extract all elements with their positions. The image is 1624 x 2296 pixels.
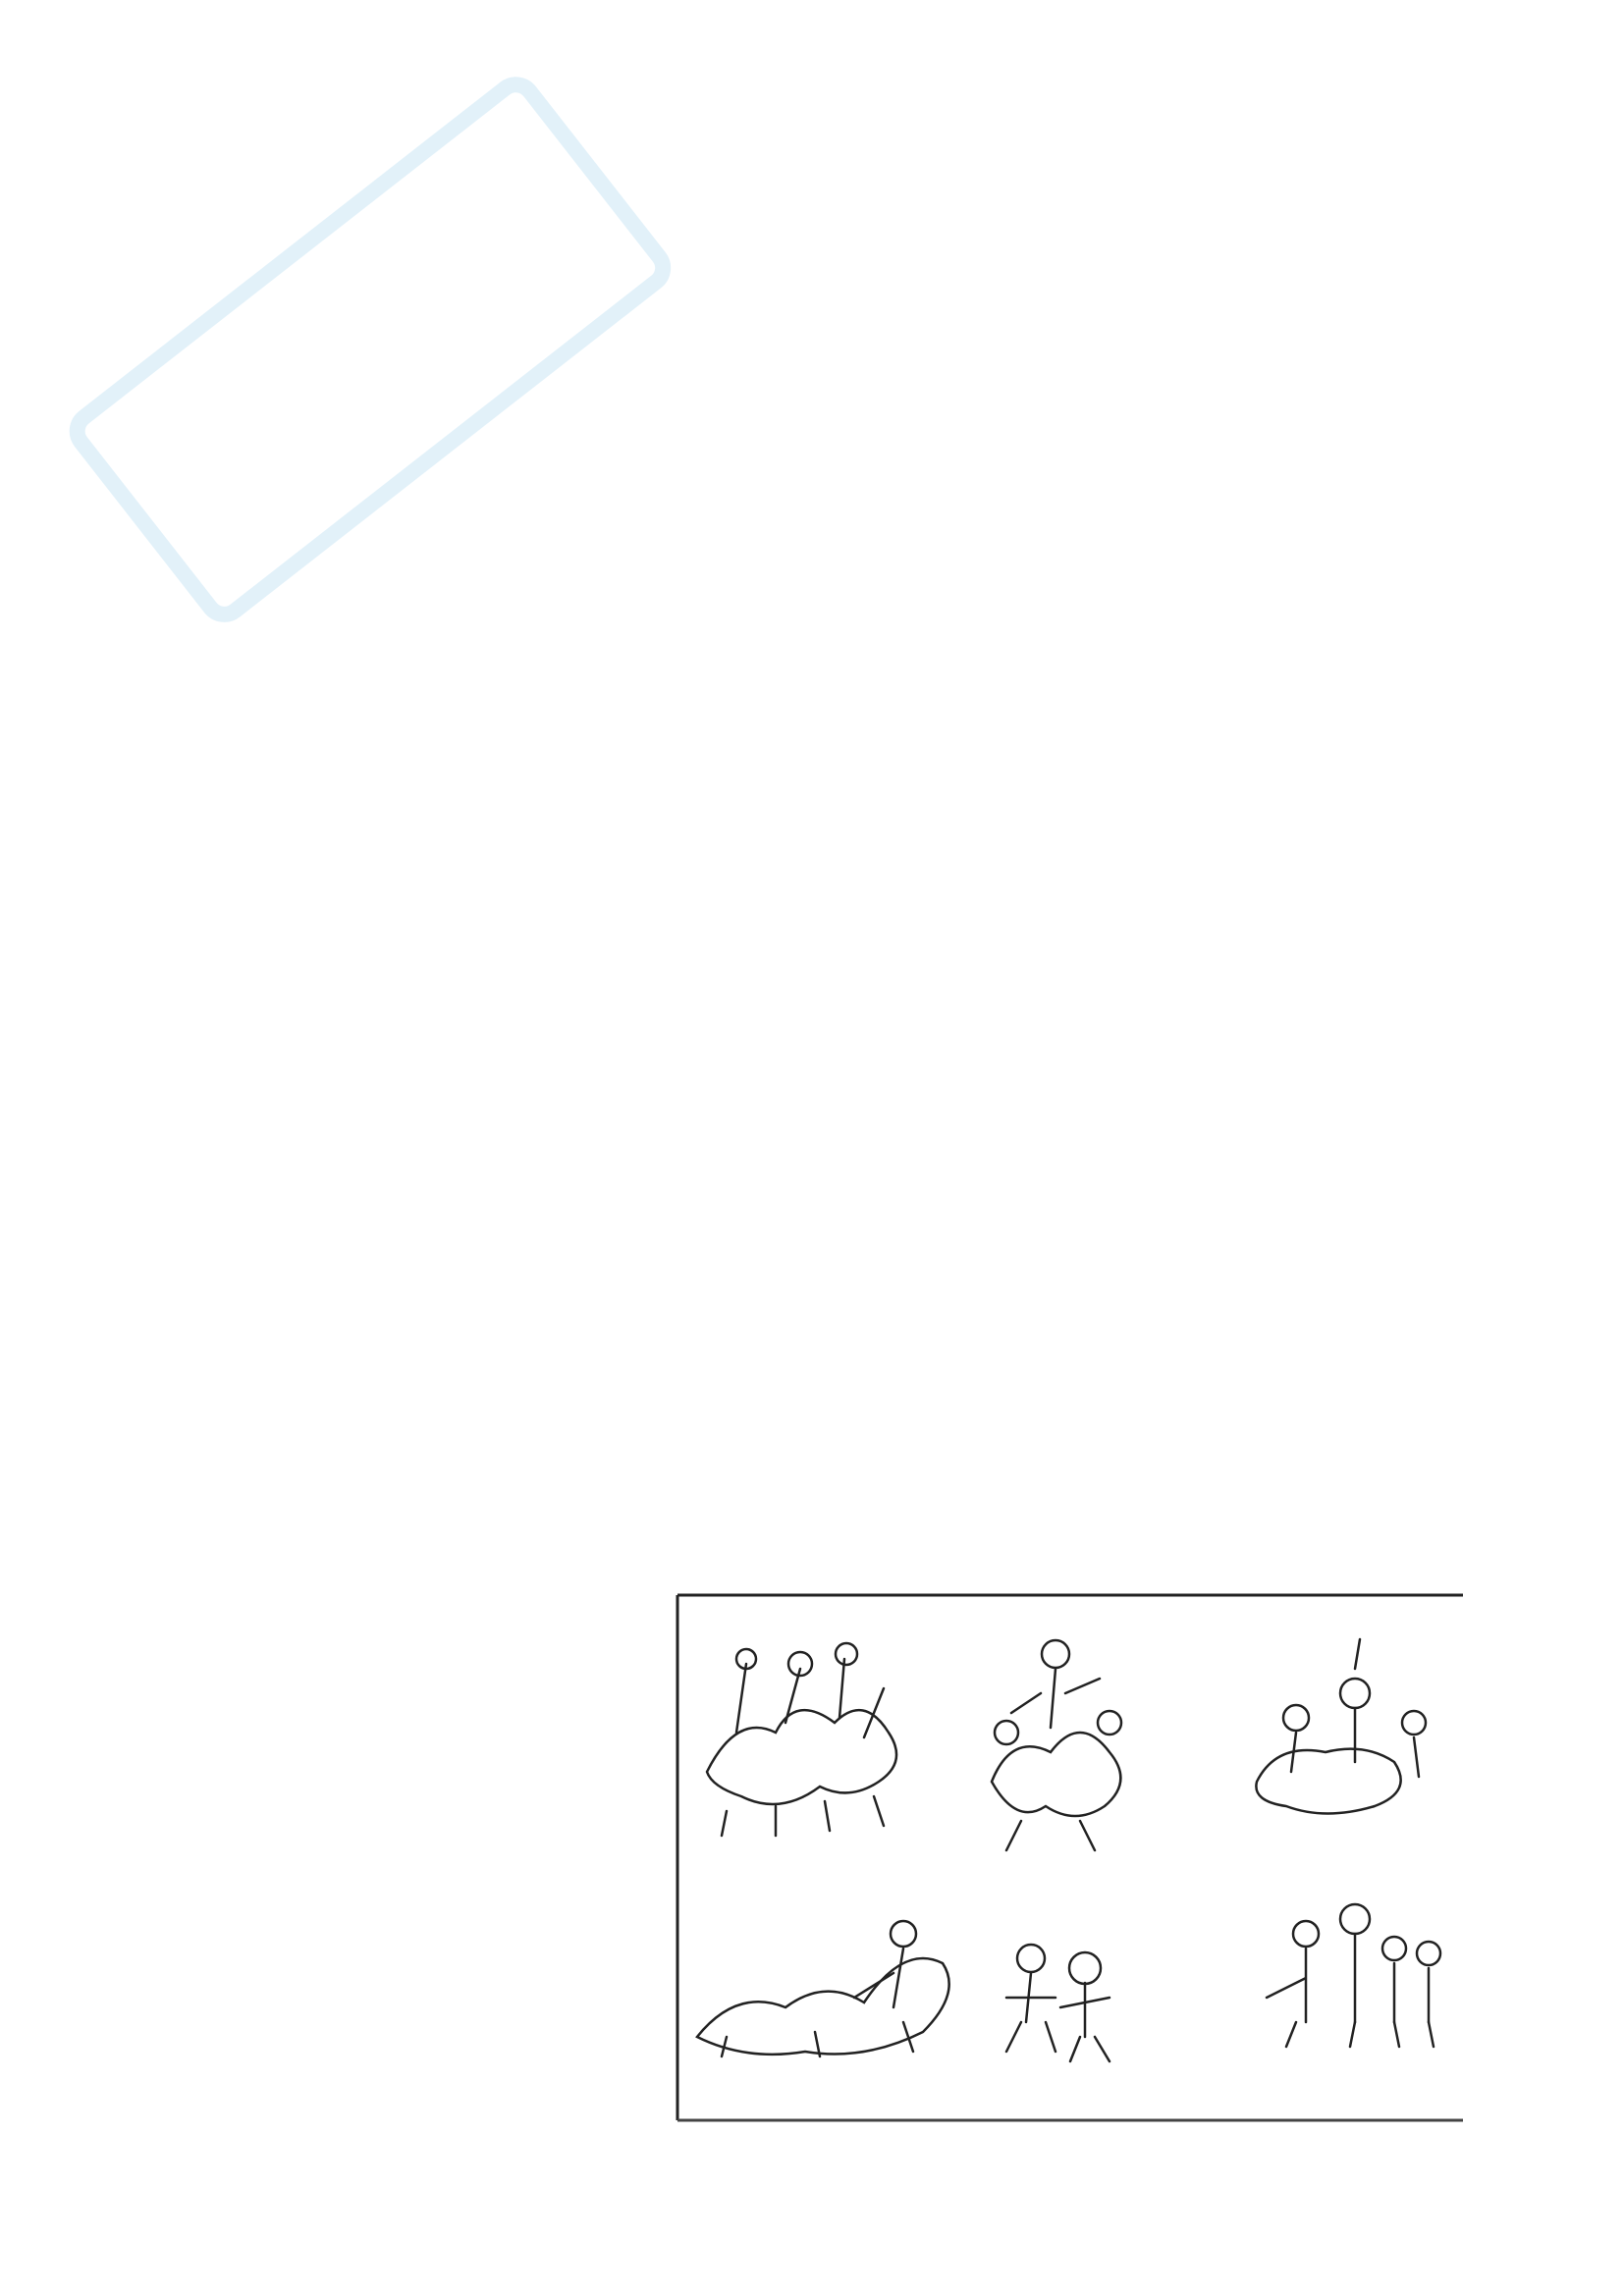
cartoon-glory-icon [1267, 1904, 1440, 2047]
cartoon-confusion-icon [992, 1640, 1121, 1850]
cartoon-punishment-icon [1006, 1945, 1110, 2061]
cartoon-despair-icon [1256, 1639, 1426, 1814]
cartoon-sketches [697, 1639, 1440, 2061]
watermark-logo [29, 39, 717, 667]
cartoon-blame-icon [697, 1921, 949, 2056]
six-phases-illustration [668, 1487, 1473, 2125]
cartoon-enthusiasm-icon [707, 1643, 896, 1836]
project-lifecycle-chart [569, 648, 1610, 1237]
